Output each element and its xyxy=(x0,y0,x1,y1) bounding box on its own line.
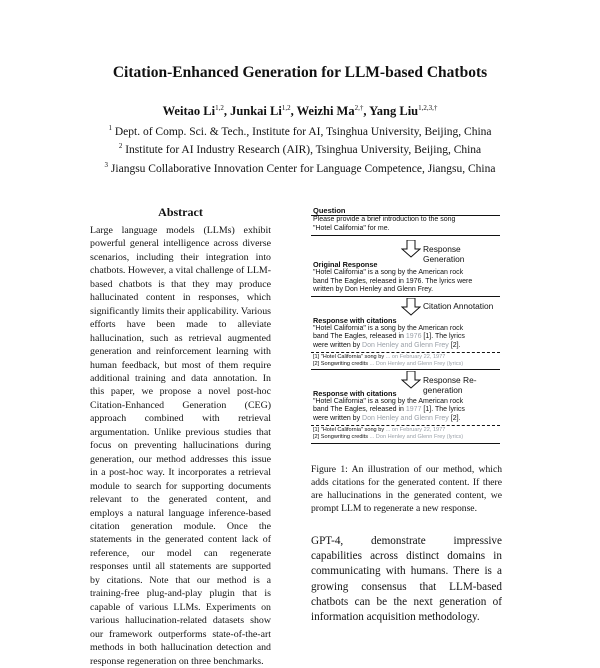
original-response-line: "Hotel California" is a song by the American rock xyxy=(313,269,464,276)
cited-response-line: "Hotel California" is a song by the American rock xyxy=(313,324,464,332)
abstract-heading: Abstract xyxy=(158,205,203,219)
reference-1 xyxy=(313,427,445,433)
author-name: Weizhi Ma xyxy=(296,104,355,119)
reference-snippet: ... Don Henley and Glenn Frey (lyrics) xyxy=(369,434,464,440)
reference-text: [1] "Hotel California" song by xyxy=(313,354,386,360)
cited-response-label: Response with citations xyxy=(313,316,397,325)
cited-year: 1976 xyxy=(405,333,422,340)
dashed-divider xyxy=(311,425,500,426)
cited-response-line: "Hotel California" is a song by the American rock xyxy=(313,397,464,405)
author-list: Weitao Li$^{1,2}$, Junkai Li$^{1,2}$, Weizhi $Ma^{2,\dagger}$, Yang Liu$^{1,2,3,\dagger}$ xyxy=(162,104,438,119)
author-name: Junkai Li xyxy=(230,104,282,119)
figure-1 xyxy=(311,206,502,458)
author-affil-marker: 1,2,3,† xyxy=(418,104,438,112)
reference-2 xyxy=(313,434,463,440)
cited-text: [2]. xyxy=(448,414,461,422)
step-label-citation-annotation: Citation Annotation xyxy=(423,301,494,311)
author-affil-marker: 1,2 xyxy=(215,104,224,112)
author-affil-marker: 2,† xyxy=(354,104,364,112)
cited-text: were written by xyxy=(313,341,363,349)
cited-text: [1]. The lyrics xyxy=(421,333,465,340)
cited-text: [2]. xyxy=(448,341,461,349)
paper-title: Citation-Enhanced Generation for LLM-based Chatbots xyxy=(112,64,488,81)
reference-2 xyxy=(313,361,463,367)
cited-text: band The Eagles, released in xyxy=(313,333,406,340)
cited-text: were written by xyxy=(313,414,363,422)
down-arrow-icon xyxy=(401,371,421,389)
affiliations xyxy=(0,121,600,176)
down-arrow-icon xyxy=(401,298,421,316)
reference-1 xyxy=(313,354,445,360)
affiliation-number: 3 xyxy=(104,160,109,169)
cited-names: Don Henley and Glenn Frey xyxy=(362,341,449,349)
body-paragraph: GPT-4, demonstrate impressive capabilities across distinct domains in communicating with humans. There is a growing consensus that LLM-based chatbots can be the next generation of information acquisition methodology. xyxy=(311,535,502,624)
divider xyxy=(311,235,500,236)
question-text: Please provide a brief introduction to the song xyxy=(313,216,456,223)
reference-snippet: ... on February 22, 1977 xyxy=(385,427,446,433)
cited-response-line xyxy=(313,415,461,422)
affiliation-line xyxy=(0,121,600,139)
affiliation-line xyxy=(0,139,600,157)
cited-response-label: Response with citations xyxy=(313,389,397,398)
dashed-divider xyxy=(311,352,500,353)
cited-year: 1977 xyxy=(405,406,422,413)
question-text: "Hotel California" for me. xyxy=(313,224,390,232)
affiliation-text: Institute for AI Industry Research (AIR), Tsinghua University, Beijing, China xyxy=(125,144,482,157)
original-response-line: written by Don Henley and Glenn Frey. xyxy=(313,286,434,293)
figure-caption: Figure 1: An illustration of our method, which adds citations for the generated content. If there are hallucinations in the generated content, we prompt LLM to regenerate a new response. xyxy=(311,464,502,515)
cited-response-line xyxy=(313,333,465,340)
author-name: Yang Liu xyxy=(369,104,419,119)
step-label-response-generation: Response Generation xyxy=(423,244,465,264)
question-label: Question xyxy=(313,206,346,215)
affiliation-number: 1 xyxy=(108,124,112,132)
divider xyxy=(311,443,500,444)
cited-response-line xyxy=(313,406,465,413)
original-response-line: band The Eagles, released in 1976. The lyrics were xyxy=(313,277,473,285)
author-affil-marker: 1,2 xyxy=(281,104,291,112)
cited-response-line xyxy=(313,342,461,349)
affiliation-text: Jiangsu Collaborative Innovation Center for Language Competence, Jiangsu, China xyxy=(110,162,496,175)
reference-text: [2] Songwriting credits xyxy=(313,434,370,440)
down-arrow-icon xyxy=(401,240,421,258)
original-response-label: Original Response xyxy=(313,260,378,269)
affiliation-number: 2 xyxy=(118,142,123,151)
abstract-body: Large language models (LLMs) exhibit powerful general intelligence across diverse scenarios, including their integration into chatbots. However, a vital challenge of LLM-based chatbots is that they may produce hallucinated content in responses, which significantly limits their applicability. Various efforts have been made to alleviate hallucination, such as retrieval augmented generation and reinforcement learning with human feedback, but most of them require additional training and data annotation. In this paper, we propose a novel post-hoc Citation-Enhanced Generation (CEG) approach combined with retrieval argumentation. Unlike previous studies that focus on preventing hallucinations during generation, our method addresses this issue in a post-hoc way. It incorporates a retrieval module to search for supporting documents relevant to the generated content, and employs a natural language inference-based citation generation module. Once the statements in the generated content lack of reference, our model can regenerate responses until all statements are supported by citations. Note that our method is a training-free plug-and-play plugin that is capable of various LLMs. Experiments on various hallucination-related datasets show our framework outperforms state-of-the-art methods in both hallucination detection and response regeneration on three benchmarks. xyxy=(90,225,272,667)
step-label-response-regeneration: Response Re-generation xyxy=(423,375,477,395)
cited-text: band The Eagles, released in xyxy=(313,406,406,413)
divider xyxy=(311,369,500,370)
author-name: Weitao Li xyxy=(162,104,216,119)
reference-text: [1] "Hotel California" song by xyxy=(313,427,386,433)
reference-text: [2] Songwriting credits xyxy=(313,361,370,367)
reference-snippet: ... Don Henley and Glenn Frey (lyrics) xyxy=(369,361,464,367)
affiliation-line xyxy=(0,158,600,176)
divider xyxy=(311,296,500,297)
affiliation-text: Dept. of Comp. Sci. & Tech., Institute for AI, Tsinghua University, Beijing, China xyxy=(114,125,492,138)
cited-names: Don Henley and Glenn Frey xyxy=(362,414,449,422)
reference-snippet: ... on February 22, 1977 xyxy=(385,354,446,360)
cited-text: [1]. The lyrics xyxy=(421,406,465,413)
